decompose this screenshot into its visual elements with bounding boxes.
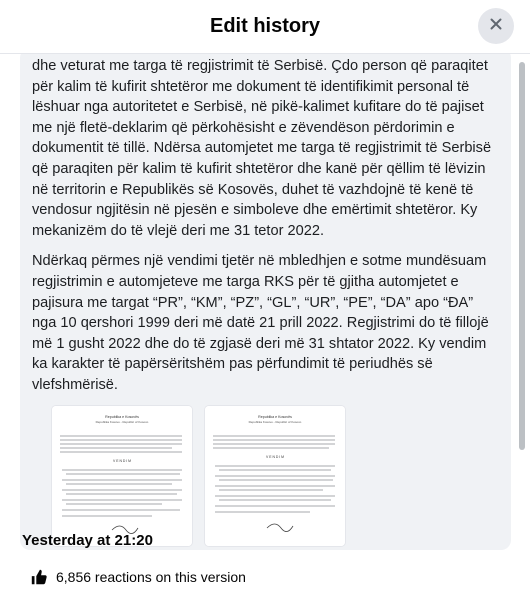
dialog-title: Edit history bbox=[209, 15, 320, 37]
dialog-header bbox=[0, 0, 530, 54]
scrollbar-thumb[interactable] bbox=[519, 62, 525, 450]
edit-history-scroll-area[interactable] bbox=[0, 54, 530, 600]
document-section: V E N D I M bbox=[113, 458, 131, 463]
like-icon bbox=[30, 568, 48, 586]
document-thumbnail-1[interactable] bbox=[52, 406, 192, 546]
document-subheading: Republika Kosovo - Republic of Kosovo bbox=[95, 419, 149, 424]
post-paragraph: Ndërkaq përmes një vendimi tjetër në mbledhjen e sotme mundësuam regjistrimin e automjeteve me targa RKS për të gjitha automjetet e pajisura me targat “PR”, “KM”, “PZ”, “GL”, “UR”, “PE”, “DA” apo “ĐA” nga 10 qershori 1999 deri më datë 21 prill 2022. Regjistrimi do të fillojë më 1 gusht 2022 dhe do të zgjasë deri më 31 shtator 2022. Ky vendim ka karakter të papërsëritshëm pas përfundimit të periudhës së vlefshmërisë. bbox=[32, 253, 489, 393]
document-subheading: Republika Kosovo - Republic of Kosovo bbox=[248, 419, 302, 424]
document-heading: Republika e Kosovës bbox=[105, 414, 139, 419]
scrollbar[interactable] bbox=[520, 54, 528, 600]
document-thumbnail-2[interactable] bbox=[205, 406, 345, 546]
version-card bbox=[20, 54, 511, 550]
close-button[interactable] bbox=[478, 8, 514, 44]
post-text bbox=[32, 56, 499, 396]
attachments bbox=[52, 406, 499, 546]
reactions-count-text: 6,856 reactions on this version bbox=[56, 569, 246, 585]
close-icon bbox=[487, 15, 505, 38]
document-section: V E N D I M bbox=[266, 454, 284, 459]
version-reactions bbox=[30, 568, 246, 586]
post-paragraph: dhe veturat me targa të regjistrimit të Serbisë. Çdo person që paraqitet për kalim të kufirit shtetëror me dokument të identifikimit personal të lëshuar nga autoritetet e Serbisë, në pikë-kalimet kufitare do të pajiset me një fletë-deklarim që përkohësisht e zëvendëson përdorimin e dokumentit të tillë. Ndërsa automjetet me targa të regjistrimit të Serbisë që paraqiten për kalim të kufirit shtetëror dhe kanë për qëllim të lëvizin në territorin e Republikës së Kosovës, duhet të vazhdojnë të kenë të vendosur ngjitësin në pjesën e simboleve dhe emërtimit shtetëror. Ky mekanizëm do të vlejë deri me 31 tetor 2022. bbox=[32, 58, 492, 239]
version-timestamp: Yesterday at 21:20 bbox=[22, 532, 153, 549]
document-heading: Republika e Kosovës bbox=[258, 414, 292, 419]
